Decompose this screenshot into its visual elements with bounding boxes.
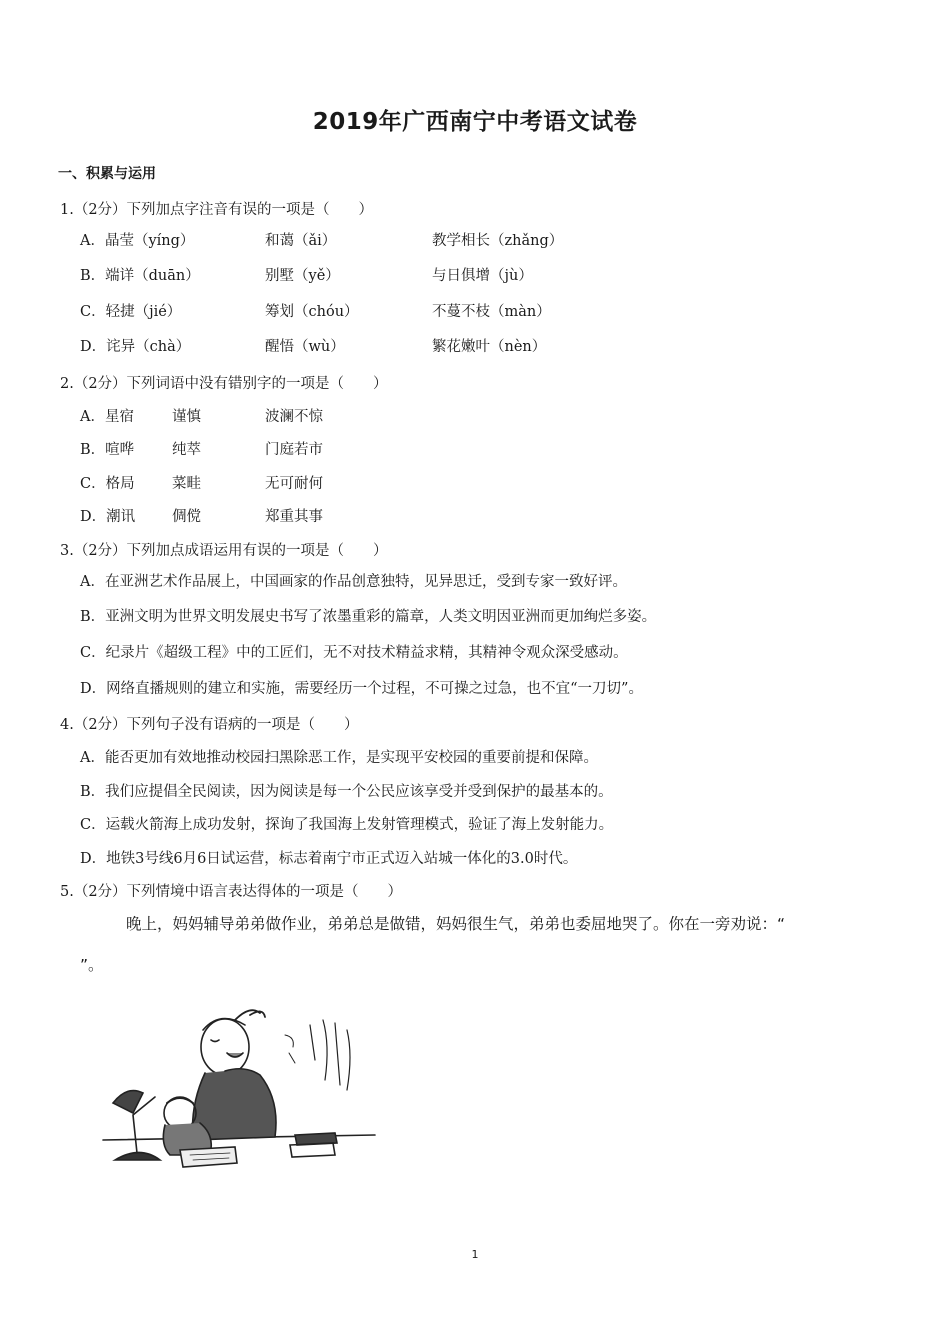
q2-option-b-word2: 纯萃 [172,442,201,458]
q2-option-c-word2: 菜畦 [172,476,201,492]
q1-option-b-word3: 与日俱增（jù） [432,268,533,284]
question-1-stem: 1.（2分）下列加点字注音有误的一项是（ ） [60,202,374,218]
q4-option-a: A．能否更加有效地推动校园扫黑除恶工作，是实现平安校园的重要前提和保障。 [80,750,598,766]
q2-option-b-word1: B．喧哗 [80,442,135,458]
q2-option-c-word3: 无可耐何 [265,476,323,492]
q1-option-c-word3: 不蔓不枝（màn） [432,304,551,320]
q1-option-d-word1: D．诧异（chà） [80,339,191,355]
q2-option-a-word1: A．星宿 [80,409,134,425]
q2-option-c-word1: C．格局 [80,476,135,492]
section-heading: 一、积累与运用 [58,166,156,182]
q3-option-a: A．在亚洲艺术作品展上，中国画家的作品创意独特，见异思迁，受到专家一致好评。 [80,574,627,590]
q4-option-c: C．运载火箭海上成功发射，探询了我国海上发射管理模式，验证了海上发射能力。 [80,817,614,833]
mother-child-illustration [85,985,385,1185]
q3-option-d: D．网络直播规则的建立和实施，需要经历一个过程，不可操之过急，也不宜“一刀切”。 [80,681,643,697]
page-title: 2019年广西南宁中考语文试卷 [312,109,638,135]
q1-option-d-word2: 醒悟（wù） [265,339,345,355]
q2-option-d-word3: 郑重其事 [265,509,323,525]
question-5-stem: 5.（2分）下列情境中语言表达得体的一项是（ ） [60,884,403,900]
q1-option-a-word2: 和蔼（ǎi） [265,233,337,249]
q4-option-b: B．我们应提倡全民阅读，因为阅读是每一个公民应该享受并受到保护的最基本的。 [80,784,613,800]
q3-option-b: B．亚洲文明为世界文明发展史书写了浓墨重彩的篇章，人类文明因亚洲而更加绚烂多姿。 [80,609,657,625]
page-number: 1 [471,1248,479,1261]
q2-option-d-word2: 倜傥 [172,509,201,525]
q1-option-b-word1: B．端详（duān） [80,268,200,284]
question-3-stem: 3.（2分）下列加点成语运用有误的一项是（ ） [60,543,388,559]
q4-option-d: D．地铁3号线6月6日试运营，标志着南宁市正式迈入站城一体化的3.0时代。 [80,851,578,867]
q1-option-b-word2: 别墅（yě） [265,268,340,284]
q2-option-a-word3: 波澜不惊 [265,409,323,425]
question-2-stem: 2.（2分）下列词语中没有错别字的一项是（ ） [60,376,388,392]
q5-scenario-line-1: 晚上，妈妈辅导弟弟做作业，弟弟总是做错，妈妈很生气，弟弟也委屈地哭了。你在一旁劝说：“ [126,915,786,933]
q2-option-a-word2: 谨慎 [172,409,201,425]
q1-option-c-word2: 筹划（chóu） [265,304,359,320]
q1-option-a-word3: 教学相长（zhǎng） [432,233,564,249]
q2-option-b-word3: 门庭若市 [265,442,323,458]
q1-option-a-word1: A．晶莹（yíng） [80,233,195,249]
q5-scenario-line-2: ”。 [80,956,104,974]
question-4-stem: 4.（2分）下列句子没有语病的一项是（ ） [60,717,359,733]
q1-option-c-word1: C．轻捷（jié） [80,304,182,320]
q3-option-c: C．纪录片《超级工程》中的工匠们，无不对技术精益求精，其精神令观众深受感动。 [80,645,628,661]
q1-option-d-word3: 繁花嫩叶（nèn） [432,339,547,355]
q2-option-d-word1: D．潮讯 [80,509,136,525]
